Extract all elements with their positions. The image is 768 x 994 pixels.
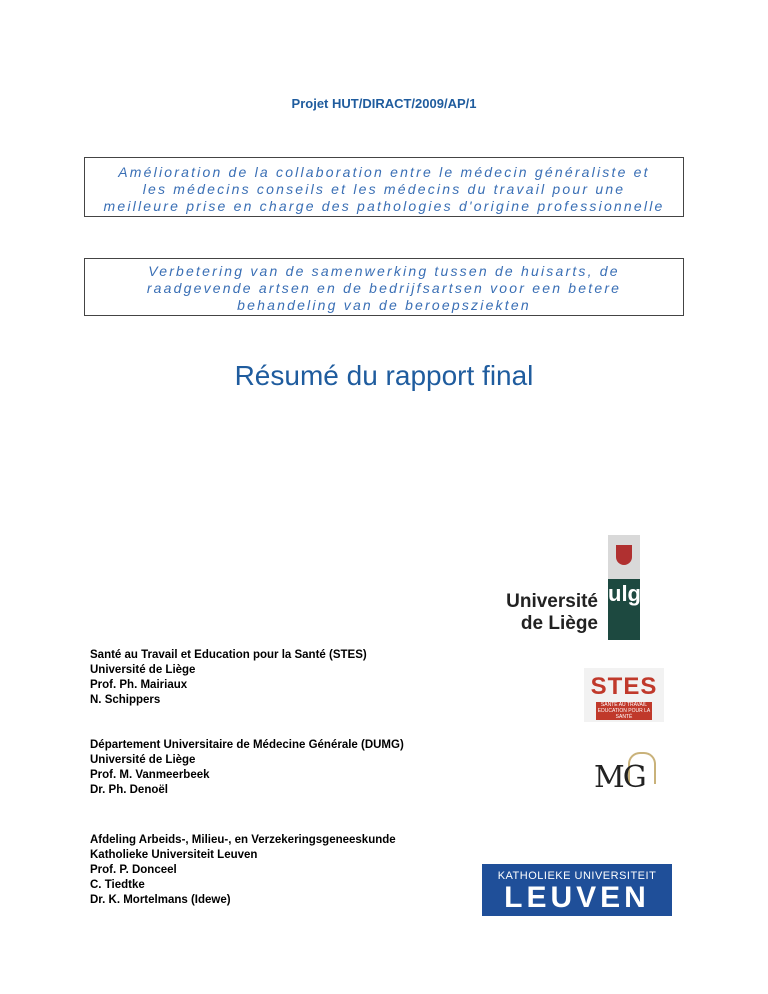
- french-title-line: meilleure prise en charge des pathologies d'origine professionnelle: [103, 198, 665, 214]
- dumg-affiliation: [90, 738, 404, 798]
- dumg-logo-text: MG: [594, 760, 645, 795]
- french-title-box: [84, 157, 684, 217]
- project-code: Projet HUT/DIRACT/2009/AP/1: [291, 96, 477, 111]
- affiliation-line: Département Universitaire de Médecine Générale (DUMG): [90, 739, 404, 751]
- stes-logo: [584, 668, 664, 722]
- kul-affiliation: [90, 833, 396, 908]
- affiliation-line: Université de Liège: [90, 754, 196, 766]
- ulg-seal-icon: [608, 535, 640, 579]
- affiliation-line: Santé au Travail et Education pour la Santé (STES): [90, 649, 367, 661]
- ulg-logo: [500, 535, 640, 640]
- affiliation-line: Afdeling Arbeids-, Milieu-, en Verzekeringsgeneeskunde: [90, 834, 396, 846]
- ulg-logo-mark: ulg: [608, 581, 641, 606]
- ulg-logo-line1: Université: [506, 591, 598, 612]
- french-title-line: les médecins conseils et les médecins du travail pour une: [142, 181, 626, 197]
- dutch-title-line: behandeling van de beroepsziekten: [237, 297, 531, 313]
- stes-logo-text: STES: [590, 673, 658, 700]
- affiliation-line: Katholieke Universiteit Leuven: [90, 849, 258, 861]
- main-title: Résumé du rapport final: [234, 360, 534, 391]
- kul-logo-bottom: LEUVEN: [504, 881, 650, 914]
- ulg-logo-line2: de Liège: [520, 613, 598, 634]
- affiliation-line: C. Tiedtke: [90, 879, 145, 891]
- affiliation-line: Prof. Ph. Mairiaux: [90, 679, 188, 691]
- french-title-line: Amélioration de la collaboration entre le médecin généraliste et: [118, 164, 650, 180]
- affiliation-line: N. Schippers: [90, 694, 161, 706]
- dutch-title-box: [84, 258, 684, 316]
- kul-logo-top: KATHOLIEKE UNIVERSITEIT: [497, 870, 657, 882]
- affiliation-line: Université de Liège: [90, 664, 196, 676]
- dutch-title-line: raadgevende artsen en de bedrijfsartsen voor een betere: [146, 280, 622, 296]
- dumg-logo: [594, 752, 666, 796]
- kul-logo: [482, 864, 672, 916]
- affiliation-line: Dr. Ph. Denoël: [90, 784, 168, 796]
- affiliation-line: Prof. P. Donceel: [90, 864, 177, 876]
- stes-affiliation: [90, 648, 367, 708]
- affiliation-line: Dr. K. Mortelmans (Idewe): [90, 894, 231, 906]
- dutch-title-line: Verbetering van de samenwerking tussen de huisarts, de: [148, 263, 620, 279]
- ulg-logo-bar: [608, 535, 640, 640]
- stes-logo-subtext: SANTÉ AU TRAVAIL EDUCATION POUR LA SANTÉ: [597, 702, 651, 720]
- affiliation-line: Prof. M. Vanmeerbeek: [90, 769, 210, 781]
